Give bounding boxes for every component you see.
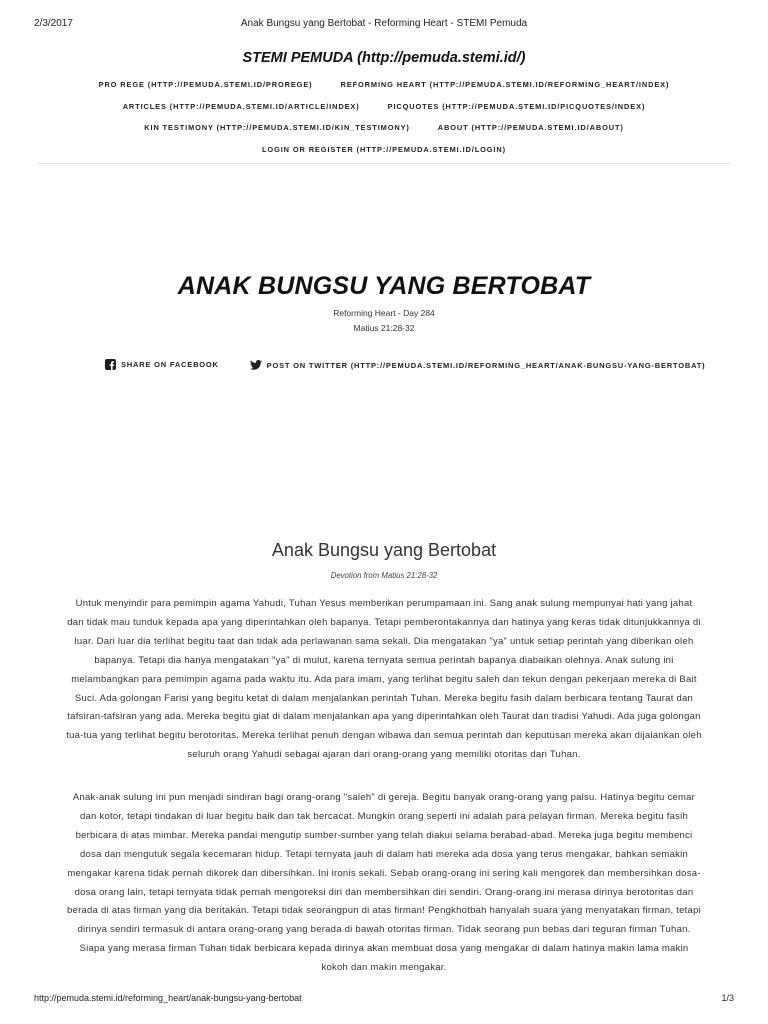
facebook-icon xyxy=(105,359,116,370)
section-heading: Anak Bungsu yang Bertobat xyxy=(271,540,497,560)
section-subheading: Devotion from Matius 21:28-32 xyxy=(330,571,438,580)
site-title-link[interactable]: STEMI PEMUDA (http://pemuda.stemi.id/) xyxy=(242,50,526,66)
share-facebook-button[interactable] xyxy=(105,359,219,370)
header-divider xyxy=(37,163,731,164)
nav-item-login-register[interactable]: LOGIN OR REGISTER (HTTP://PEMUDA.STEMI.ID/LOGIN) xyxy=(262,144,506,154)
print-date: 2/3/2017 xyxy=(34,18,73,29)
share-facebook-label: SHARE ON FACEBOOK xyxy=(121,360,219,369)
print-footer xyxy=(34,993,734,1007)
share-twitter-label: POST ON TWITTER (HTTP://PEMUDA.STEMI.ID/REFORMING_HEART/ANAK-BUNGSU-YANG-BERTOBAT) xyxy=(266,360,706,370)
article-series: Reforming Heart - Day 284 xyxy=(333,308,435,318)
nav-item-kin-testimony[interactable]: KIN TESTIMONY (HTTP://PEMUDA.STEMI.ID/KIN_TESTIMONY) xyxy=(144,123,410,132)
print-page-number: 1/3 xyxy=(721,993,734,1003)
main-nav xyxy=(40,80,728,166)
twitter-icon xyxy=(250,360,262,370)
print-header xyxy=(34,18,734,32)
share-twitter-button[interactable] xyxy=(250,360,706,370)
nav-row xyxy=(40,80,728,102)
body-paragraph: Anak-anak sulung ini pun menjadi sindiran bagi orang-orang "saleh" di gereja. Begitu banyak orang-orang yang palsu. Hatinya begitu cemar dan kotor, tetapi tindakan di luar begitu baik dan tak bercacat. Mungkin orang seperti ini adalah para pelayan firman. Mereka begitu fasih berbicara di atas mimbar. Mereka pandai mengutip sumber-sumber yang telah diakui selama berabad-abad. Mereka juga begitu membenci dosa dan mengutuk segala kecemaran hidup. Tetapi ternyata jauh di dalam hati mereka ada dosa yang terus mengakar, bahkan semakin mengakar karena tidak pernah dikorek dan dibersihkan. Ini ironis sekali. Sebab orang-orang ini sering kali mengorek dan membersihkan dosa-dosa orang lain, tetapi ternyata tidak pernah mengoreksi diri dan membersihkan diri sendiri. Orang-orang ini merasa dirinya berotoritas dan berada di atas firman yang dia beritakan. Tetapi tidak seorangpun di atas firman! Pengkhotbah hanyalah suara yang menyatakan firman, tetapi dirinya sendiri termasuk di antara orang-orang yang berada di bawah otoritas firman. Tidak seorang pun bebas dari teguran firman Tuhan. Siapa yang merasa firman Tuhan tidak berbicara kepada dirinya akan membuat dosa yang mengakar di dalam hatinya makin lama makin kokoh dan makin mengakar. xyxy=(67,792,701,974)
nav-row xyxy=(40,102,728,124)
nav-item-about[interactable]: ABOUT (HTTP://PEMUDA.STEMI.ID/ABOUT) xyxy=(437,123,624,132)
body-paragraph: Untuk menyindir para pemimpin agama Yahudi, Tuhan Yesus memberikan perumpamaan ini. Sang anak sulung mempunyai hati yang jahat dan tidak mau tunduk kepada apa yang diperintahkan oleh bapanya. Tetapi pemberontakannya dan hatinya yang keras tidak ditunjukkannya di luar. Dari luar dia terlihat begitu taat dan tidak ada perlawanan sama sekali. Dia mengatakan "ya" untuk setiap perintah yang diberikan oleh bapanya. Tetapi dia hanya mengatakan "ya" di mulut, karena ternyata semua perintah bapanya diabaikan olehnya. Anak sulung ini melambangkan para pemimpin agama pada waktu itu. Ada para imam, yang terlihat begitu saleh dan tekun dengan pekerjaan mereka di Bait Suci. Ada golongan Farisi yang begitu ketat di dalam menjalankan perintah Tuhan. Mereka begitu fasih dalam berbicara tentang Taurat dan tafsiran-tafsiran yang ada. Mereka begitu giat di dalam menjalankan apa yang diperintahkan oleh Taurat dan tradisi Yahudi. Ada juga golongan tua-tua yang terlihat begitu berotoritas. Mereka terlihat penuh dengan wibawa dan semua perintah dan keputusan mereka akan dijalankan oleh seluruh orang Yahudi sebagai ajaran dari orang-orang yang memiliki otoritas dari Tuhan. xyxy=(66,598,702,761)
print-url: http://pemuda.stemi.id/reforming_heart/anak-bungsu-yang-bertobat xyxy=(34,993,302,1003)
nav-item-pro-rege[interactable]: PRO REGE (HTTP://PEMUDA.STEMI.ID/PROREGE) xyxy=(98,80,313,89)
share-bar xyxy=(105,359,738,372)
article-title: ANAK BUNGSU YANG BERTOBAT xyxy=(177,272,591,300)
print-doc-title: Anak Bungsu yang Bertobat - Reforming Heart - STEMI Pemuda xyxy=(240,18,528,29)
nav-item-picquotes[interactable]: PICQUOTES (HTTP://PEMUDA.STEMI.ID/PICQUOTES/INDEX) xyxy=(387,101,646,111)
nav-item-articles[interactable]: ARTICLES (HTTP://PEMUDA.STEMI.ID/ARTICLE/INDEX) xyxy=(122,101,360,111)
nav-item-reforming-heart[interactable]: REFORMING HEART (HTTP://PEMUDA.STEMI.ID/REFORMING_HEART/INDEX) xyxy=(340,80,670,89)
nav-row xyxy=(40,123,728,145)
article-verse: Matius 21:28-32 xyxy=(353,323,415,333)
